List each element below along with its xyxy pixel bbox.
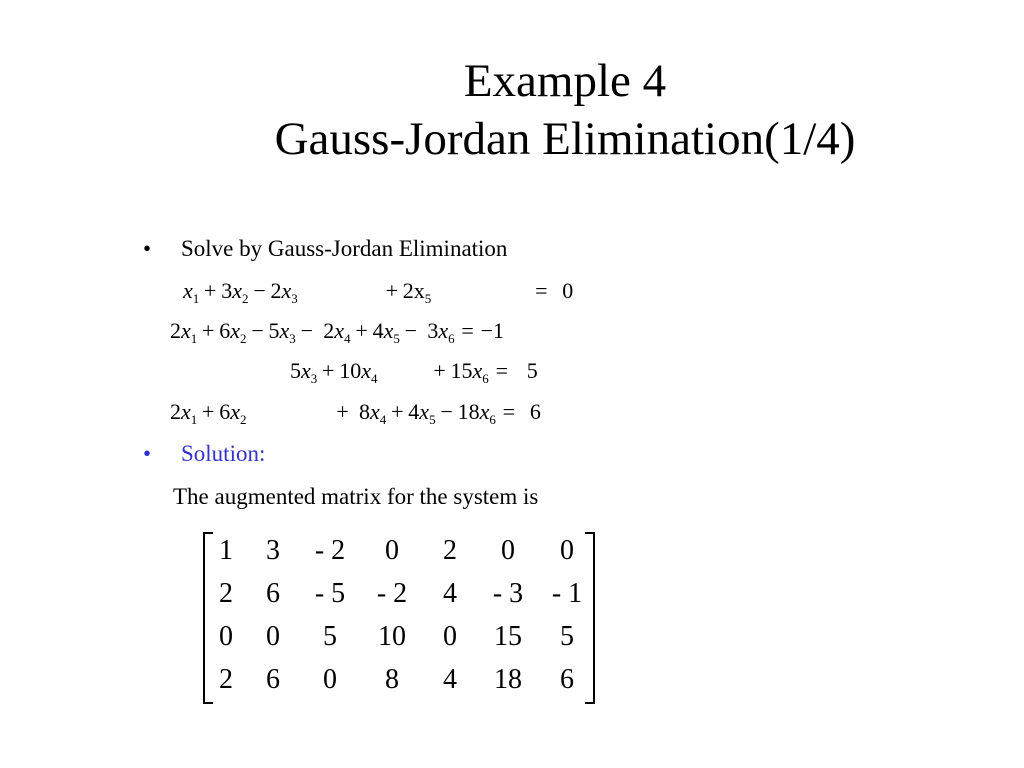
equation-4 [170,399,541,428]
eq-equals: = [495,358,508,383]
matrix-cell-r2-c1: 2 [219,578,233,609]
eq-var: x [438,318,449,343]
eq-op: + [433,358,446,383]
eq-coef: 3 [221,278,233,303]
matrix-cell-r3-c3: 5 [323,621,337,652]
eq-var: x [232,278,243,303]
matrix-cell-r2-c6: - 3 [492,578,524,609]
matrix-cell-r2-c3: - 5 [314,578,346,609]
eq-sub: 5 [424,291,432,306]
bullet-solution-text [181,441,265,467]
matrix-cell-r4-c2: 6 [266,664,280,695]
eq-coef: 2 [270,278,282,303]
eq-coef: 18 [457,399,480,424]
eq-coef: 2 [402,278,414,303]
matrix-cell-r1-c5: 2 [443,535,457,566]
eq-var: x [230,318,241,343]
eq-coef: 6 [219,318,231,343]
solution-label: Solution [181,441,259,466]
eq-sub: 3 [310,371,318,386]
title-line-2: Gauss-Jordan Elimination(1/4) [274,113,856,165]
eq-op: + [355,318,368,343]
eq-op: − [300,318,313,343]
eq-op: + [336,399,349,424]
eq-op: − [440,399,453,424]
matrix-cell-r4-c3: 0 [323,664,337,695]
eq-sub: 3 [291,291,298,306]
matrix-cell-r1-c1: 1 [219,535,233,566]
eq-rhs: 0 [562,278,574,303]
eq-coef: 3 [427,318,439,343]
eq-sub: 5 [429,412,436,427]
eq-var: x [301,358,311,383]
eq-var: x [383,318,394,343]
eq-sub: 6 [489,412,496,427]
eq-op: − [251,318,264,343]
solution-colon: : [258,441,266,466]
eq-sub: 4 [371,371,378,386]
eq-var: x [370,399,380,424]
eq-rhs: 5 [526,358,538,383]
matrix-cell-r4-c1: 2 [219,664,233,695]
eq-coef: 2 [170,399,181,424]
eq-coef: 2 [323,318,335,343]
eq-var: x [279,318,290,343]
matrix-cell-r1-c7: 0 [560,535,574,566]
eq-sub: 4 [379,412,387,427]
matrix-cell-r2-c7: - 1 [551,578,583,609]
matrix-cell-r2-c5: 4 [443,578,457,609]
eq-sub: 6 [482,371,489,386]
eq-coef: 10 [339,358,362,383]
equation-3 [290,358,538,387]
matrix-cell-r4-c4: 8 [385,664,399,695]
matrix-cell-r1-c3: - 2 [314,535,346,566]
equation-1 [183,278,573,307]
matrix-cell-r2-c4: - 2 [376,578,408,609]
eq-op: + [385,278,398,303]
eq-var: x [361,358,372,383]
eq-sub: 6 [448,331,455,346]
matrix-cell-r3-c4: 10 [378,621,406,652]
eq-equals: = [461,318,474,343]
eq-equals: = [535,278,548,303]
eq-var: x [183,278,193,303]
matrix-cell-r3-c2: 0 [266,621,280,652]
eq-op: + [202,399,215,424]
matrix-cell-r1-c2: 3 [266,535,280,566]
eq-op: + [202,318,215,343]
bullet-dot: • [143,441,152,466]
eq-var: x [281,278,292,303]
eq-sub: 1 [190,331,198,346]
eq-coef: 5 [290,358,301,383]
eq-sub: 3 [289,331,296,346]
eq-rhs: 6 [529,399,541,424]
eq-var: x [479,399,490,424]
eq-op: − [404,318,418,343]
eq-var: x [413,278,425,303]
equation-2 [170,318,504,347]
matrix-cell-r1-c4: 0 [385,535,399,566]
eq-var: x [334,318,345,343]
eq-sub: 2 [242,291,249,306]
eq-var: x [419,399,430,424]
matrix-cell-r3-c1: 0 [219,621,233,652]
matrix-cell-r3-c6: 15 [494,621,522,652]
matrix-cell-r4-c5: 4 [443,664,457,695]
eq-coef: 15 [450,358,473,383]
eq-coef: 5 [268,318,280,343]
eq-var: x [230,399,241,424]
eq-op: + [322,358,335,383]
eq-sub: 2 [240,412,247,427]
matrix-cell-r4-c6: 18 [494,664,522,695]
bullet-dot: • [143,236,152,261]
slide-title [130,52,1000,168]
eq-equals: = [502,399,516,424]
matrix-cell-r2-c2: 6 [266,578,280,609]
eq-sub: 5 [393,331,400,346]
eq-coef: 4 [372,318,384,343]
eq-coef: 4 [408,399,420,424]
matrix-cell-r4-c7: 6 [560,664,574,695]
eq-sub: 1 [192,291,200,306]
matrix-cell-r3-c5: 0 [443,621,457,652]
eq-sub: 1 [190,412,198,427]
eq-coef: 6 [219,399,231,424]
eq-coef: 2 [170,318,181,343]
eq-op: + [391,399,404,424]
eq-sub: 2 [240,331,247,346]
eq-coef: 8 [359,399,371,424]
eq-rhs: −1 [480,318,505,343]
eq-var: x [472,358,483,383]
title-line-1: Example 4 [463,55,667,107]
eq-op: − [253,278,266,303]
bullet-solve-text: Solve by Gauss-Jordan Elimination [181,236,508,261]
augmented-matrix-intro: The augmented matrix for the system is [173,484,539,509]
eq-var: x [181,318,191,343]
eq-var: x [181,399,191,424]
eq-sub: 4 [344,331,351,346]
eq-op: + [204,278,217,303]
matrix-cell-r3-c7: 5 [560,621,574,652]
matrix-cell-r1-c6: 0 [501,535,515,566]
